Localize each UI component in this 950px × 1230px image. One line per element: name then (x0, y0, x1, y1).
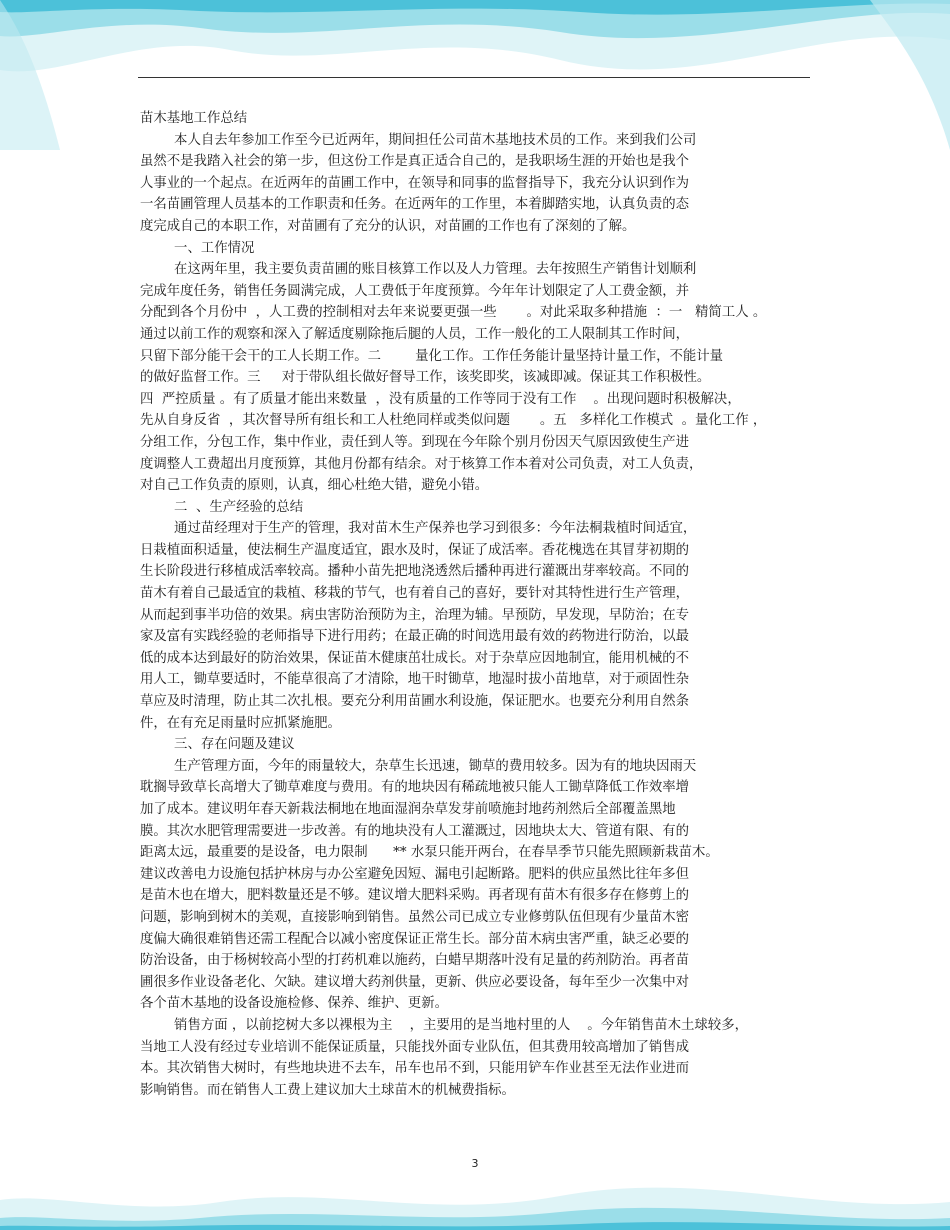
text-line: 从而起到事半功倍的效果。病虫害防治预防为主，治理为辅。早预防，早发现，早防治；在专 (140, 607, 690, 623)
text-line: 各个苗木基地的设备设施检修、保养、维护、更新。 (140, 996, 448, 1012)
text-line: 是苗木也在增大，肥料数量还是不够。建议增大肥料采购。再者现有苗木有很多存在修剪上的 (140, 888, 690, 904)
text-line: 草应及时清理，防止其二次扎根。要充分利用苗圃水利设施，保证肥水。也要充分利用自然条 (140, 694, 690, 710)
text-line: 本。其次销售大树时，有些地块进不去车，吊车也吊不到，只能用铲车作业甚至无法作业进而 (140, 1061, 690, 1077)
text-line: 距离太远，最重要的是设备，电力限制 ** 水泵只能开两台，在春旱季节只能先照顾新栽苗木。 (140, 845, 719, 861)
text-line: 二 、生产经验的总结 (140, 499, 304, 515)
text-line: 建议改善电力设施包括护林房与办公室避免因短、漏电引起断路。肥料的供应虽然比往年多但 (140, 866, 690, 882)
text-line: 四 严控质量 。有了质量才能出来数量 ，没有质量的工作等同于没有工作 。出现问题时积极解决， (140, 391, 741, 407)
text-line: 低的成本达到最好的防治效果，保证苗木健康茁壮成长。对于杂草应因地制宜，能用机械的不 (140, 650, 690, 666)
text-line: 用人工，锄草要适时，不能草很高了才清除，地干时锄草，地湿时拔小苗地草，对于顽固性杂 (140, 672, 690, 688)
text-line: 分组工作，分包工作，集中作业，责任到人等。到现在今年除个别月份因天气原因致使生产进 (140, 434, 690, 450)
bottom-wave-decoration (0, 1130, 950, 1230)
text-line: 本人自去年参加工作至今已近两年，期间担任公司苗木基地技术员的工作。来到我们公司 (140, 132, 697, 148)
text-line: 只留下部分能干会干的工人长期工作。二 量化工作。工作任务能计量坚持计量工作，不能计量 (140, 348, 724, 364)
text-line: 销售方面 ，以前挖树大多以裸根为主 ，主要用的是当地村里的人 。今年销售苗木土球较多， (140, 1017, 748, 1033)
text-line: 问题，影响到树木的美观，直接影响到销售。虽然公司已成立专业修剪队伍但现有少量苗木密 (140, 909, 690, 925)
text-line: 三、存在问题及建议 (140, 737, 295, 753)
text-line: 当地工人没有经过专业培训不能保证质量，只能找外面专业队伍，但其费用较高增加了销售成 (140, 1039, 690, 1055)
text-line: 影响销售。而在销售人工费上建议加大土球苗木的机械费指标。 (140, 1082, 515, 1098)
text-line: 完成年度任务，销售任务圆满完成，人工费低于年度预算。今年年计划限定了人工费金额，并 (140, 283, 690, 299)
text-line: 家及富有实践经验的老师指导下进行用药；在最正确的时间选用最有效的药物进行防治，以最 (140, 629, 690, 645)
document-body (140, 108, 820, 1101)
text-line: 人事业的一个起点。在近两年的苗圃工作中，在领导和同事的监督指导下，我充分认识到作为 (140, 175, 690, 191)
text-line: 的做好监督工作。三 对于带队组长做好督导工作，该奖即奖，该减即减。保证其工作积极性。 (140, 370, 711, 386)
text-line: 膜。其次水肥管理需要进一步改善。有的地块没有人工灌溉过，因地块太大、管道有限、有的 (140, 823, 690, 839)
text-line: 圃很多作业设备老化、欠缺。建议增大药剂供量，更新、供应必要设备，每年至少一次集中对 (140, 974, 690, 990)
text-line: 加了成本。建议明年春天新栽法桐地在地面湿润杂草发芽前喷施封地药剂然后全部覆盖黑地 (140, 802, 676, 817)
text-line: 先从自身反省 ，其次督导所有组长和工人杜绝同样或类似问题 。五 多样化工作模式 。量化工作 ， (140, 413, 767, 429)
text-line: 生长阶段进行移植成活率较高。播种小苗先把地浇透然后播种再进行灌溉出芽率较高。不同的 (140, 564, 690, 580)
text-line: 通过以前工作的观察和深入了解适度剔除拖后腿的人员，工作一般化的工人限制其工作时间， (140, 326, 690, 342)
document-title: 苗木基地工作总结 (140, 111, 248, 126)
text-line: 日栽植面积适量，使法桐生产温度适宜，跟水及时，保证了成活率。香花槐选在其冒芽初期的 (140, 542, 690, 558)
text-line: 一名苗圃管理人员基本的工作职责和任务。在近两年的工作里，本着脚踏实地，认真负责的态 (140, 197, 690, 213)
text-line: 对自己工作负责的原则，认真，细心杜绝大错，避免小错。 (140, 478, 489, 494)
text-line: 耽搁导致草长高增大了锄草难度与费用。有的地块因有稀疏地被只能人工锄草降低工作效率增 (140, 780, 690, 796)
text-line: 分配到各个月份中 ，人工费的控制相对去年来说要更强一些 。对此采取多种措施 ：一 精简工人 。 (140, 305, 767, 321)
text-line: 在这两年里，我主要负责苗圃的账目核算工作以及人力管理。去年按照生产销售计划顺利 (140, 262, 697, 278)
text-line: 虽然不是我踏入社会的第一步，但这份工作是真正适合自己的，是我职场生涯的开始也是我个 (140, 154, 690, 170)
text-line: 度偏大确很难销售还需工程配合以减小密度保证正常生长。部分苗木病虫害严重，缺乏必要的 (140, 931, 690, 947)
text-line: 通过苗经理对于生产的管理，我对苗木生产保养也学习到很多：今年法桐栽植时间适宜， (140, 521, 697, 537)
text-line: 生产管理方面，今年的雨量较大，杂草生长迅速，锄草的费用较多。因为有的地块因雨天 (140, 758, 697, 774)
text-line: 度完成自己的本职工作，对苗圃有了充分的认识，对苗圃的工作也有了深刻的了解。 (140, 218, 636, 234)
header-rule (138, 77, 810, 78)
text-line: 苗木有着自己最适宜的栽植、移栽的节气，也有着自己的喜好，要针对其特性进行生产管理， (140, 586, 690, 602)
text-line: 一、工作情况 (140, 240, 255, 256)
page-number: 3 (471, 1157, 479, 1170)
text-line: 件，在有充足雨量时应抓紧施肥。 (140, 715, 341, 731)
text-line: 防治设备，由于杨树较高小型的打药机难以施药，白蜡早期落叶没有足量的药剂防治。再者苗 (140, 953, 690, 969)
text-line: 度调整人工费超出月度预算，其他月份都有结余。对于核算工作本着对公司负责，对工人负责， (140, 456, 703, 472)
